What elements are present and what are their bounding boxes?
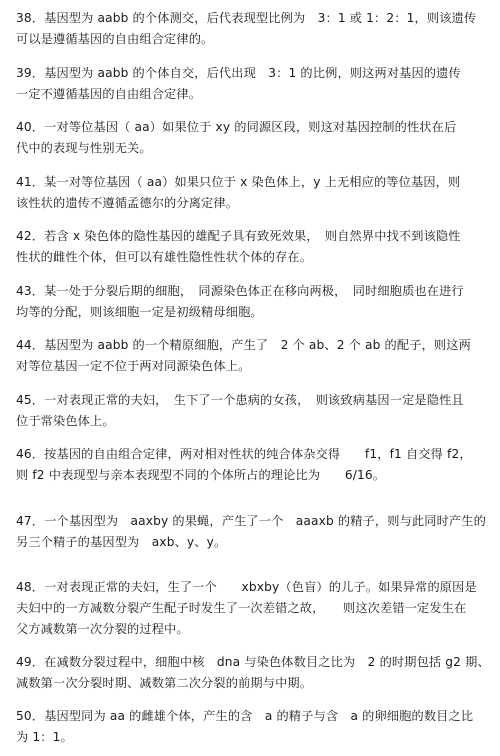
- question-50: [16, 706, 473, 748]
- question-39: [16, 63, 461, 105]
- question-line: 代中的表现与性别无关。: [16, 141, 152, 155]
- question-45: [16, 390, 464, 432]
- question-line: 40．一对等位基因（ aa）如果位于 xy 的同源区段，则这对基因控制的性状在后: [16, 120, 457, 134]
- question-line: 对等位基因一定不位于两对同源染色体上。: [16, 359, 251, 373]
- question-line: 为 1：1。: [16, 730, 73, 744]
- question-line: 42．若含 x 染色体的隐性基因的雄配子具有致死效果， 则自然界中找不到该隐性: [16, 229, 461, 243]
- question-line: 49．在减数分裂过程中，细胞中核 dna 与染色体数目之比为 2 的时期包括 g2 期、: [16, 655, 490, 669]
- question-line: 父方减数第一次分裂的过程中。: [16, 622, 189, 636]
- question-40: [16, 117, 456, 159]
- question-line: 则 f2 中表现型与亲本表现型不同的个体所占的理论比为 6/16。: [16, 468, 386, 482]
- question-49: [16, 652, 490, 694]
- question-line: 46．按基因的自由组合定律，两对相对性状的纯合体杂交得 f1，f1 自交得 f2，: [16, 447, 472, 461]
- question-line: 38．基因型为 aabb 的个体测交，后代表现型比例为 3：1 或 1：2：1，则该遗传: [16, 11, 477, 25]
- question-line: 另三个精子的基因型为 axb、y、y。: [16, 535, 227, 549]
- question-43: [16, 281, 464, 323]
- question-line: 47．一个基因型为 aaxby 的果蝇，产生了一个 aaaxb 的精子，则与此同时产生的: [16, 514, 486, 528]
- question-line: 性状的雌性个体，但可以有雄性隐性性状个体的存在。: [16, 250, 313, 264]
- question-line: 39．基因型为 aabb 的个体自交，后代出现 3：1 的比例，则这两对基因的遗传: [16, 66, 461, 80]
- question-line: 均等的分配，则该细胞一定是初级精母细胞。: [16, 305, 263, 319]
- question-line: 可以是遵循基因的自由组合定律的。: [16, 32, 214, 46]
- question-46: [16, 444, 472, 486]
- question-line: 44．基因型为 aabb 的一个精原细胞，产生了 2 个 ab、2 个 ab 的配子，则这两: [16, 338, 471, 352]
- question-line: 43．某一处于分裂后期的细胞， 同源染色体正在移向两极， 同时细胞质也在进行: [16, 284, 464, 298]
- question-44: [16, 335, 471, 377]
- question-line: 48．一对表现正常的夫妇，生了一个 xbxby（色盲）的儿子。如果异常的原因是: [16, 580, 477, 594]
- question-line: 50．基因型同为 aa 的雌雄个体，产生的含 a 的精子与含 a 的卵细胞的数目之比: [16, 709, 474, 723]
- question-line: 减数第一次分裂时期、减数第二次分裂的前期与中期。: [16, 676, 313, 690]
- question-42: [16, 226, 461, 268]
- question-48: [16, 577, 477, 640]
- question-38: [16, 8, 476, 50]
- question-line: 45．一对表现正常的夫妇， 生下了一个患病的女孩， 则该致病基因一定是隐性且: [16, 393, 464, 407]
- question-41: [16, 172, 460, 214]
- question-line: 该性状的遗传不遵循孟德尔的分离定律。: [16, 196, 239, 210]
- question-47: [16, 511, 486, 553]
- question-line: 41．某一对等位基因（ aa）如果只位于 x 染色体上，y 上无相应的等位基因，则: [16, 175, 461, 189]
- question-line: 夫妇中的一方减数分裂产生配子时发生了一次差错之故， 则这次差错一定发生在: [16, 601, 467, 615]
- question-line: 位于常染色体上。: [16, 414, 115, 428]
- question-line: 一定不遵循基因的自由组合定律。: [16, 87, 202, 101]
